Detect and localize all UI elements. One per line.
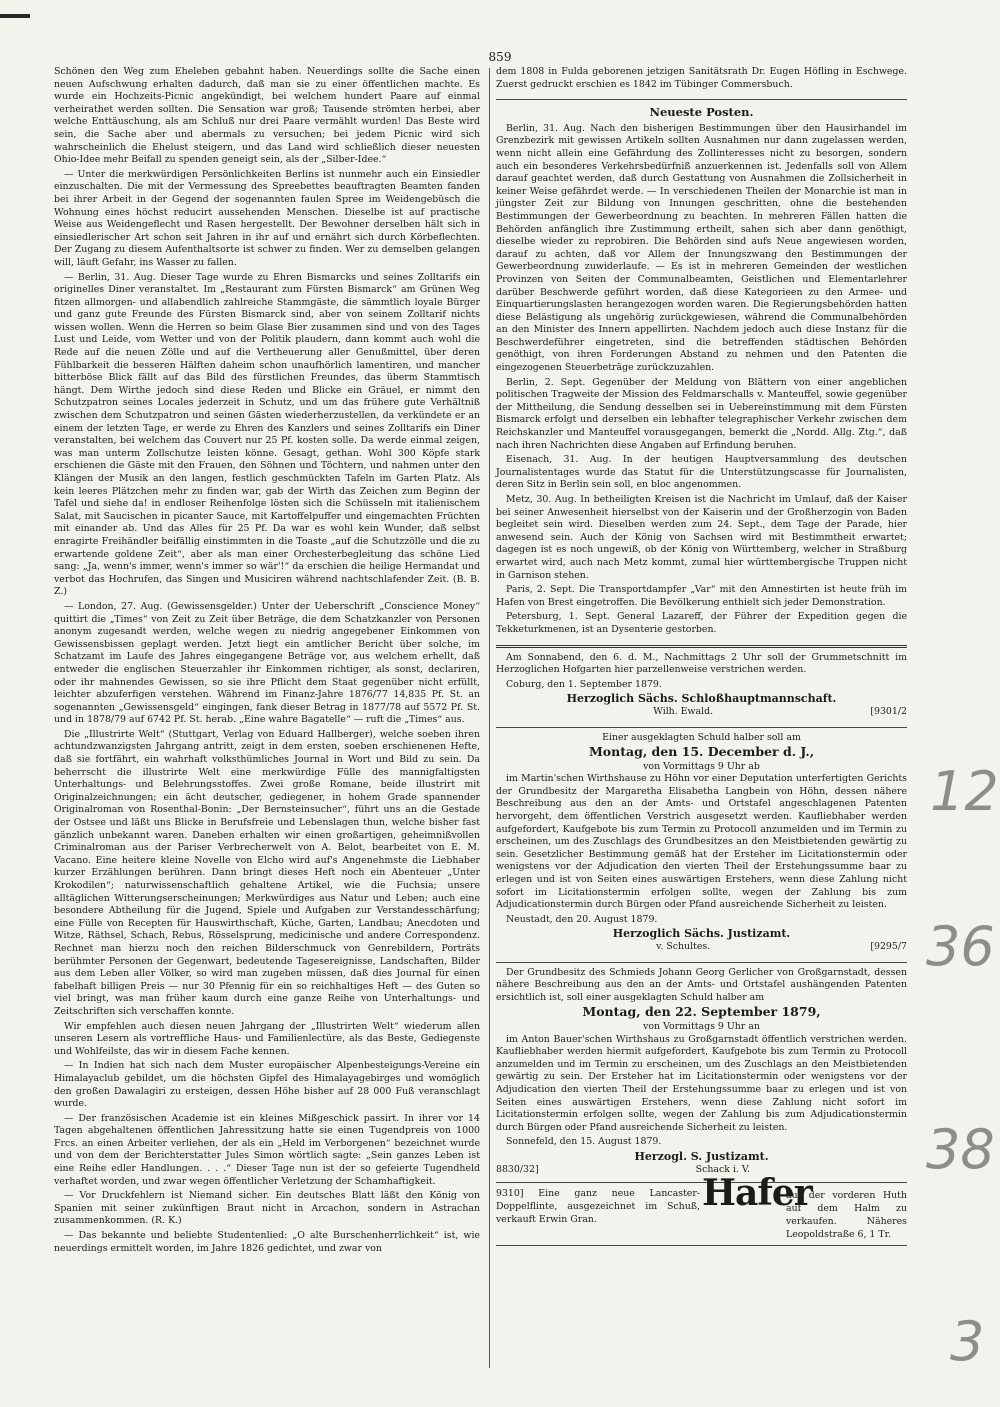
ads-separator xyxy=(496,645,907,648)
article-paragraph: — Der französischen Academie ist ein kleines Mißgeschick passirt. In ihrer vor 14 Tagen abgehaltenen öffentlichen Jahressitzung hatte sie einen Tugendpreis von 1000 Frcs. an einen Arbeiter verliehen, der als ein „Held im Verborgenen“ bezeichnet wurde und von dem der Berichterstatter Jules Simon wörtlich sagte: „Sein ganzes Leben ist eine Reihe edler Handlungen. . . .“ Dieser Tage nun ist der so gefeierte Tugendheld verhaftet worden, und zwar wegen öffentlicher Verletzung der Schamhaftigkeit. xyxy=(54,1112,480,1187)
ad-signature: Herzogl. S. Justizamt. xyxy=(634,1149,769,1163)
news-item: Metz, 30. Aug. In betheiligten Kreisen ist die Nachricht im Umlauf, daß der Kaiser bei seiner Anwesenheit hierselbst von der Kaiserin und der Großherzogin von Baden begleitet sein wird. Dieselben werden zum 24. Sept., dem Tage der Parade, hier anwesend sein. Auch der König von Sachsen wird mit Bestimmtheit erwartet; dagegen ist es noch ungewiß, ob der König von Württemberg, welcher in Straßburg erwartet wird, auch nach Metz kommt, zumal hier württembergische Truppen nicht in Garnison stehen. xyxy=(496,494,907,581)
article-paragraph: — Unter die merkwürdigen Persönlichkeiten Berlins ist nunmehr auch ein Einsiedler einzuschalten. Die mit der Vermessung des Spreebettes beauftragten Beamten fanden bei ihrer Arbeit in der Gegend der sogenannten faulen Spree im Weidengebüsch die Wohnung eines höchst reducirt aussehenden Menschen. Dieselbe ist auf practische Weise aus Weidengeflecht und Rasen hergestellt. Der Bewohner derselben hält sich in einsiedlerischer Art schon seit Jahren in ihr auf und ernährt sich durch Körbeflechten. Der Zugang zu diesem Aufenthaltsorte ist schwer zu finden. Wer zu demselben gelangen will, läuft Gefahr, ins Wasser zu fallen. xyxy=(54,168,480,268)
ad-signature: Herzoglich Sächs. Justizamt. xyxy=(612,927,791,941)
ad-text: Der Grundbesitz des Schmieds Johann Georg Gerlicher von Großgarnstadt, dessen nähere Beschreibung aus den an der Amts- und Ortstafel aushängenden Patenten ersichtlich ist, soll einer ausgeklagten Schuld halber am xyxy=(496,966,907,1003)
article-paragraph: Die „Illustrirte Welt“ (Stuttgart, Verlag von Eduard Hallberger), welche soeben ihren achtundzwanzigsten Jahrgang antritt, zeigt in dem ersten, soeben erschienenen Hefte, daß sie fortfährt, ein wahrhaft volksthümliches Journal in Wort und Bild zu sein. Da beherrscht die illustrirte Welt eine merkwürdige Fülle des mannigfaltigsten Unterhaltungs- und Belehrungsstoffes. Zwei große Romane, beide illustrirt mit Originalzeichnungen; ein ächt deutscher, gediegener, in hohem Grade spannender Originalroman von Rosenthal-Bonin: „Der Bernsteinsucher“, führt uns an die Gestade der Ostsee und läßt uns Blicke in Berufsfreie und Lebenslagen thun, welche bisher fast gänzlich unbekannt waren. Daneben erhalten wir einen großartigen, geheimnißvollen Criminalroman aus der Pariser Verbrecherwelt von A. Belot, bearbeitet von E. M. Vacano. Eine heitere kleine Novelle von Elcho wird auf's Angenehmste die Liebhaber kurzer Erzählungen berühren. Dann bringt dieses Heft noch ein Abenteuer „Unter Krokodilen“; naturwissenschaftlich gehaltene Artikel, wie die Fuchsia; unsere alltäglichen Witterungserscheinungen; Merkwürdiges aus Natur und Leben; auch eine besondere Abtheilung für die Jugend, Spiele und Aufgaben zur Verstandesschärfung; eine Fülle von Recepten für Hauswirthschaft, Küche, Garten, Landbau; Anecdoten und Witze, Räthsel, Schach, Rebus, Rösselsprung, medicinische und andere Correspondenz. Rechnet man hierzu noch den reichen Bilderschmuck von Genrebildern, Porträts berühmter Personen der Gegenwart, bedeutende Tagesereignisse, Landschaften, Bilder aus dem Leben aller Völker, so wird man zugeben müssen, daß dies Journal für einen fabelhaft billigen Preis — nur 30 Pfennig für ein so reichhaltiges Heft — des Guten so viel bringt, was man früher kaum durch eine ganze Reihe von Unterhaltungs- und Zeitschriften sich verschaffen konnte. xyxy=(54,728,480,1017)
ad-time: von Vormittags 9 Uhr an xyxy=(643,1020,760,1032)
ad-text: im Anton Bauer'schen Wirthshaus zu Großgarnstadt öffentlich verstrichen werden. Kaufliebhaber werden hiermit aufgefordert, Kaufgebote bis zum Termin zu Protocoll anzumelden und im Termin zu erscheinen, um des Zuschlags an den Meistbietenden gewärtig zu sein. Der Ersteher hat im Licitationstermin oder wenigstens vor der Adjudication den vierten Theil der Erstehungssumme baar zu erlegen und ist von Seiten eines auswärtigen Erstehers, wenn diese Zahlung nicht sofort im Licitationstermin erfolgen sollte, wegen der Zahlung bis zum Adjudicationstermin durch Bürgen oder Pfand ausreichende Sicherheit zu leisten. xyxy=(496,1033,907,1133)
ad-signline xyxy=(496,941,907,954)
ad-reference: 8830/32] xyxy=(496,1163,539,1175)
article-paragraph: Wir empfehlen auch diesen neuen Jahrgang der „Illustrirten Welt“ wiederum allen unseren Lesern als vortreffliche Haus- und Familienlectüre, als das Beste, Gediegenste und Wohlfeilste, das wir in diesem Fache kennen. xyxy=(54,1020,480,1057)
ad-date: Montag, den 15. December d. J., xyxy=(588,744,815,760)
ad-text: im Martin'schen Wirthshause zu Höhn vor einer Deputation unterfertigten Gerichts der Grundbesitz der Margaretha Elisabetha Langbein von Höhn, dessen nähere Beschreibung aus den an der Amts- und Ortstafel angeschlagenen Patenten hervorgeht, dem öffentlichen Verstrich ausgesetzt werden. Kaufliebhaber werden aufgefordert, Kaufgebote bis zum Termin zu Protocoll anzumelden und im Termin zu erscheinen, um des Zuschlags des Grundbesitzes an den Meistbietenden gewärtig zu sein. Gesetzlicher Bestimmung gemäß hat der Ersteher im Licitationstermin oder wenigstens vor der Adjudication den vierten Theil der Erstehungssumme baar zu erlegen und ist von Seiten eines auswärtigen Erstehers, wenn diese Zahlung nicht sofort im Licitationstermin erfolgen sollte, wegen der Zahlung bis zum Adjudicationstermin durch Bürgen oder Pfand ausreichende Sicherheit zu leisten. xyxy=(496,773,907,911)
section-rule xyxy=(496,99,907,100)
ad-text: Am Sonnabend, den 6. d. M., Nachmittags 2 Uhr soll der Grummetschnitt im Herzoglichen Hofgarten hier parzellenweise verstrichen werden. xyxy=(496,651,907,676)
margin-pencil-note: 3 xyxy=(950,1310,985,1373)
ad-place-date: Sonnefeld, den 15. August 1879. xyxy=(506,1136,662,1148)
ad-place-date: Coburg, den 1. September 1879. xyxy=(506,678,662,690)
ad-signline xyxy=(496,706,907,719)
ad-intro: Einer ausgeklagten Schuld halber soll am xyxy=(602,731,801,743)
ad-signature: Herzoglich Sächs. Schloßhauptmannschaft. xyxy=(566,692,837,706)
corner-mark xyxy=(0,14,30,18)
advertisement-langbein xyxy=(496,732,907,954)
page-number: 859 xyxy=(488,50,512,64)
article-paragraph: — London, 27. Aug. (Gewissensgelder.) Unter der Ueberschrift „Conscience Money“ quittirt die „Times“ von Zeit zu Zeit über Beträge, die dem Schatzkanzler von Personen anonym zugesandt werden, welche wegen zu niedrig angegebener Einkommen von Gewissensbissen geplagt werden. Jetzt liegt ein amtlicher Bericht über solche, im Schatzamt im Laufe des Jahres eingegangene Beträge vor, aus welchem erhellt, daß entweder die englischen Steuerzahler ihr Einkommen richtiger, als sonst, declariren, oder ihr mahnendes Gewissen, so sie ihre Pflicht dem Staat gegenüber nicht erfüllt, leichter abzuferfigen verstehen. Während im Finanz-Jahre 1876/77 14,835 Pf. St. an sogenannten „Gewissensgeld“ eingingen, fank dieser Betrag in 1877/78 auf 5572 Pf. St. und in 1878/79 auf 6742 Pf. St. herab. „Eine wahre Bagatelle“ — ruft die „Times“ aus. xyxy=(54,600,480,726)
ad-signer: Wilh. Ewald. xyxy=(653,705,714,717)
ad-shotgun: 9310] Eine ganz neue Lancaster-Doppelflinte, ausgezeichnet im Schuß, verkauft Erwin Gran. xyxy=(496,1188,700,1226)
margin-pencil-note: 38 xyxy=(926,1118,995,1181)
advertisement-grummet xyxy=(496,652,907,719)
column-divider xyxy=(489,68,490,1368)
article-paragraph: Schönen den Weg zum Eheleben gebahnt haben. Neuerdings sollte die Sache einen neuen Aufschwung erhalten dadurch, daß man sie zu einer öffentlichen machte. Es wurde ein Hochzeits-Picnic angekündigt, bei welchem hundert Paare auf einmal verheirathet werden sollten. Die Sensation war groß; Tausende strömten herbei, aber welche Enttäuschung, als am Schluß nur drei Paare vermählt wurden! Das Beste wird sein, die Sache aber und abermals zu versuchen; bei jedem Picnic wird sich wahrscheinlich die Ehelust steigern, und das Land wird schließlich dieser neuesten Ohio-Idee mehr Beifall zu spenden geneigt sein, als der „Silber-Idee.“ xyxy=(54,66,480,166)
right-column xyxy=(496,66,907,1246)
ad-hafer-text: auf der vorderen Huth auf dem Halm zu verkaufen. Näheres Leopoldstraße 6, 1 Tr. xyxy=(786,1190,907,1241)
article-paragraph: — Berlin, 31. Aug. Dieser Tage wurde zu Ehren Bismarcks und seines Zolltarifs ein originelles Diner veranstaltet. Im „Restaurant zum Fürsten Bismarck“ am Grünen Weg fitzen allmorgen- und allabendlich zahlreiche Stammgäste, die sämmtlich loyale Bürger und ganz gute Freunde des Fürsten Bismarck sind, aber von seinem Zolltarif nichts wissen wollen. Wenn die Herren so beim Glase Bier zusammen sind und von des Tages Lust und Leide, vom Wetter und von der Politik plaudern, dann kommt auch wohl die Rede auf die neuen Zölle und auf die Vertheuerung aller Genußmittel, über deren Fühlbarkeit die besseren Hälften daheim schon unaufhörlich lamentiren, und mancher bitterböse Blick fällt auf das Bild des fürstlichen Freundes, das überm Stammtisch hängt. Dem Wirthe jedoch sind diese Reden und Blicke ein Gräuel, er nimmt den Schutzpatron seines Locales jederzeit in Schutz, und um das frühere gute Verhältniß zwischen dem Schutzpatron und seinen Gästen wiederherzustellen, da verkündete er an einem der letzten Tage, er werde zu Ehren des Kanzlers und seines Zolltarifs ein Diner veranstalten, bei welchem das Couvert nur 25 Pf. kosten solle. Da werde einmal zeigen, was man unterm Zollschutze leisten könne. Gesagt, gethan. Wohl 300 Köpfe stark erschienen die Gäste mit den Frauen, den Söhnen und Töchtern, und nahmen unter den Klängen der Musik an den langen, festlich geschmückten Tafeln im Garten Platz. Als kein leeres Plätzchen mehr zu finden war, gab der Wirth das Zeichen zum Beginn der Tafel und siehe da! in endloser Reihenfolge lösten sich die Schüsseln mit italienischem Salat, mit Saucischen in picanter Sauce, mit Kartoffelpuffer und eingemachten Früchten mit einander ab. Und das Alles für 25 Pf. Da war es wohl kein Wunder, daß selbst enragirte Freihändler beifällig einstimmten in die Toaste „auf die Schutzzölle und die zu erwartende goldene Zeit“, aber als man einer Orchesterbegleitung das schöne Lied sang: „Ja, wenn's immer, wenn's immer so wär'!“ da erschien die heilige Hermandat und verbot das Hochrufen, das Singen und Musiciren während nachtschlafender Zeit. (B. B. Z.) xyxy=(54,271,480,598)
ad-reference: [9295/7 xyxy=(870,941,907,952)
margin-pencil-note: 12 xyxy=(930,760,999,823)
ad-rule xyxy=(496,962,907,963)
news-item: Eisenach, 31. Aug. In der heutigen Hauptversammlung des deutschen Journalistentages wurde das Statut für die Unterstützungscasse für Journalisten, deren Sitz in Berlin sein soll, en bloc angenommen. xyxy=(496,454,907,491)
ad-hafer-title: Hafer xyxy=(702,1172,812,1215)
news-item: Berlin, 31. Aug. Nach den bisherigen Bestimmungen über den Hausirhandel im Grenzbezirk mit gewissen Artikeln sollten Ausnahmen nur dann zugelassen werden, wenn nicht allein eine Gefährdung des Zollinteresses nicht zu besorgen, sondern auch ein besonderes Verkehrsbedürfniß anzuerkennen ist. Jedenfalls soll von Allem darauf geachtet werden, daß durch Gestattung von Ausnahmen die Zollsicherheit in keiner Weise gefährdet werde. — In verschiedenen Theilen der Monarchie ist man in jüngster Zeit zur Bildung von Innungen geschritten, ohne die bestehenden Bestimmungen der Gewerbeordnung zu beachten. In mehreren Fällen hatten die Behörden anfänglich ihre Zustimmung ertheilt, sahen sich aber dann genöthigt, dieselbe wieder zu reprobiren. Die Behörden sind aufs Neue angewiesen worden, darauf zu achten, daß vor Allem der Innungszwang den Bestimmungen der Gewerbeordnung zuwiderlaufe. — Es ist in mehreren Gemeinden der westlichen Provinzen von Seiten der Communalbeamten, Geistlichen und Elementarlehrer darüber Beschwerde geführt worden, daß diese Kategorieen zu den Armee- und Einquartierungslasten herangezogen worden waren. Die Regierungsbehörden hatten diese Belästigung als ungehörig zurückgewiesen, während die Communalbehörden an den Minister des Innern appellirten. Nachdem jedoch auch diese Instanz für die Beschwerdeführer eingetreten, sind die betreffenden städtischen Behörden genöthigt, von ihren Forderungen Abstand zu nehmen und den Patenten die eingezogenen Steuerbeträge zurückzuzahlen. xyxy=(496,122,907,374)
ad-rule xyxy=(496,727,907,728)
advertisement-gerlicher xyxy=(496,967,907,1177)
advertisement-footer xyxy=(496,1172,907,1246)
news-item: Petersburg, 1. Sept. General Lazareff, der Führer der Expedition gegen die Tekketurkmenen, ist an Dysenterie gestorben. xyxy=(496,611,907,635)
section-heading: Neueste Posten. xyxy=(649,105,754,120)
ad-place-date: Neustadt, den 20. August 1879. xyxy=(506,913,658,925)
ad-date: Montag, den 22. September 1879, xyxy=(582,1004,821,1020)
ad-signer: v. Schultes. xyxy=(656,941,711,952)
news-item: Berlin, 2. Sept. Gegenüber der Meldung von Blättern von einer angeblichen politischen Tragweite der Mission des Feldmarschalls v. Manteuffel, sowie gegenüber der Mittheilung, die Sendung desselben sei in Uebereinstimmung mit dem Fürsten Bismarck erfolgt und derselben ein lebhafter telegraphischer Verkehr zwischen dem Reichskanzler und Manteuffel vorausgegangen, bemerkt die „Nordd. Allg. Ztg.“, daß nach ihren Nachrichten diese Angaben auf Erfindung beruhen. xyxy=(496,376,907,451)
article-paragraph: — In Indien hat sich nach dem Muster europäischer Alpenbesteigungs-Vereine ein Himalayaclub gebildet, um die höchsten Gipfel des Himalayagebirges und womöglich den großen Dawalagiri zu ersteigen, dessen Höhe bisher auf 28 000 Fuß veranschlagt wurde. xyxy=(54,1060,480,1110)
ad-time: von Vormittags 9 Uhr ab xyxy=(643,760,760,772)
news-item: Paris, 2. Sept. Die Transportdampfer „Var“ mit den Amnestirten ist heute früh im Hafen von Brest eingetroffen. Die Bevölkerung enthielt sich jeder Demonstration. xyxy=(496,584,907,608)
ad-reference: [9301/2 xyxy=(870,705,907,717)
article-paragraph: — Das bekannte und beliebte Studentenlied: „O alte Burschenherrlichkeit“ ist, wie neuerdings ermittelt worden, im Jahre 1826 gedichtet, und zwar von xyxy=(54,1230,480,1254)
margin-pencil-note: 36 xyxy=(926,915,995,978)
continuation-paragraph: dem 1808 in Fulda geborenen jetzigen Sanitätsrath Dr. Eugen Höfling in Eschwege. Zuerst gedruckt erschien es 1842 im Tübinger Commersbuch. xyxy=(496,66,907,90)
left-column xyxy=(54,66,480,1257)
ad-signer: Schack i. V. xyxy=(695,1163,750,1175)
article-paragraph: — Vor Druckfehlern ist Niemand sicher. Ein deutsches Blatt läßt den König von Spanien mit seiner zukünftigen Braut nicht in Arcachon, sondern in Astrachan zusammenkommen. (R. K.) xyxy=(54,1190,480,1227)
